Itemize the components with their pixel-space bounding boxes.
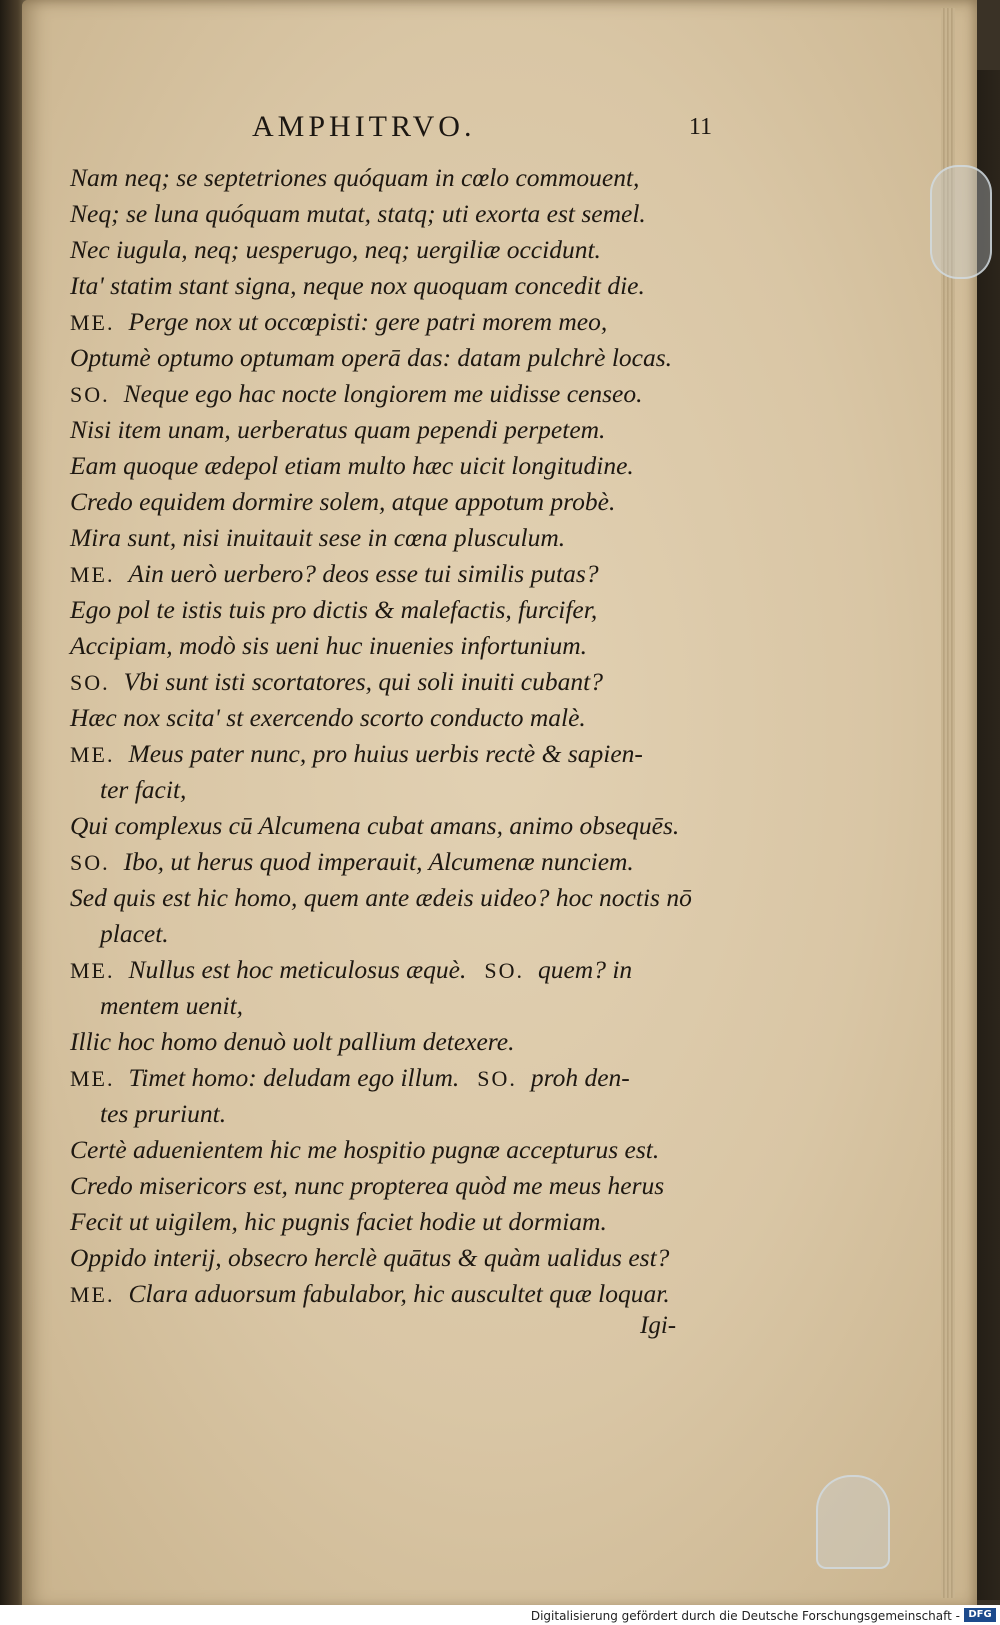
text-line bbox=[70, 988, 710, 1024]
digitization-footer bbox=[0, 1605, 1000, 1625]
speaker-label: SO. bbox=[484, 958, 524, 983]
text-line bbox=[70, 1240, 710, 1276]
text-line bbox=[70, 1096, 710, 1132]
verse-text: Optumè optumo optumam operā das: datam pulchrè locas. bbox=[70, 343, 673, 372]
text-line bbox=[70, 1024, 710, 1060]
speaker-label: ME. bbox=[70, 1282, 115, 1307]
page-number: 11 bbox=[688, 114, 712, 140]
verse-text: Fecit ut uigilem, hic pugnis faciet hodie ut dormiam. bbox=[70, 1207, 607, 1236]
verse-text: mentem uenit, bbox=[100, 991, 244, 1020]
speaker-label: ME. bbox=[70, 562, 115, 587]
text-line bbox=[70, 196, 710, 232]
verse-text: Neq; se luna quóquam mutat, statq; uti exorta est semel. bbox=[70, 199, 646, 228]
verse-text: placet. bbox=[100, 919, 169, 948]
verse-text: Nec iugula, neq; uesperugo, neq; uergiliæ occidunt. bbox=[70, 235, 601, 264]
verse-text: Ibo, ut herus quod imperauit, Alcumenæ nunciem. bbox=[123, 847, 634, 876]
verse-text: Ain uerò uerbero? deos esse tui similis putas? bbox=[128, 559, 599, 588]
verse-text: Mira sunt, nisi inuitauit sese in cœna plusculum. bbox=[70, 523, 566, 552]
verse-text: Illic hoc homo denuò uolt pallium detexere. bbox=[70, 1027, 515, 1056]
text-line bbox=[70, 484, 710, 520]
speaker-label: SO. bbox=[70, 382, 110, 407]
verse-text: ter facit, bbox=[100, 775, 187, 804]
digitization-credit: Digitalisierung gefördert durch die Deutsche Forschungsgemeinschaft - bbox=[530, 1609, 960, 1623]
verse-text: Credo misericors est, nunc propterea quòd me meus herus bbox=[70, 1171, 665, 1200]
speaker-label: ME. bbox=[70, 958, 115, 983]
verse-text: Neque ego hac nocte longiorem me uidisse censeo. bbox=[123, 379, 643, 408]
verse-text: Eam quoque ædepol etiam multo hæc uicit longitudine. bbox=[70, 451, 634, 480]
text-line bbox=[70, 160, 710, 196]
text-line bbox=[70, 916, 710, 952]
speaker-label: ME. bbox=[70, 310, 115, 335]
verse-text: Clara aduorsum fabulabor, hic auscultet quæ loquar. bbox=[128, 1279, 670, 1308]
text-line bbox=[70, 1204, 710, 1240]
text-line bbox=[70, 700, 710, 736]
speaker-label: ME. bbox=[70, 742, 115, 767]
text-line bbox=[70, 844, 710, 880]
text-line bbox=[70, 1276, 710, 1312]
speaker-label: SO. bbox=[70, 850, 110, 875]
verse-text: tes pruriunt. bbox=[100, 1099, 227, 1128]
verse-text: Accipiam, modò sis ueni huc inuenies infortunium. bbox=[70, 631, 588, 660]
verse-text: Sed quis est hic homo, quem ante ædeis uideo? hoc noctis nō bbox=[70, 883, 692, 912]
text-line bbox=[70, 808, 710, 844]
text-line bbox=[70, 304, 710, 340]
text-line bbox=[70, 952, 710, 988]
text-line bbox=[70, 736, 710, 772]
verse-text: Meus pater nunc, pro huius uerbis rectè & sapien- bbox=[128, 739, 643, 768]
text-line bbox=[70, 448, 710, 484]
verse-text: Nisi item unam, uerberatus quam pependi perpetem. bbox=[70, 415, 606, 444]
verse-text: Perge nox ut occœpisti: gere patri morem meo, bbox=[128, 307, 608, 336]
speaker-label: SO. bbox=[477, 1066, 517, 1091]
verse-text: Ita' statim stant signa, neque nox quoquam concedit die. bbox=[70, 271, 645, 300]
book-page bbox=[22, 0, 977, 1610]
text-line bbox=[70, 1060, 710, 1096]
verse-text: Vbi sunt isti scortatores, qui soli inuiti cubant? bbox=[123, 667, 603, 696]
dfg-logo: DFG bbox=[964, 1608, 996, 1622]
catchword: Igi- bbox=[640, 1312, 677, 1339]
running-title: AMPHITRVO. bbox=[252, 110, 476, 143]
text-line bbox=[70, 340, 710, 376]
speaker-label: ME. bbox=[70, 1066, 115, 1091]
text-line bbox=[70, 664, 710, 700]
text-line bbox=[70, 232, 710, 268]
verse-text: Credo equidem dormire solem, atque appotum probè. bbox=[70, 487, 616, 516]
text-line bbox=[70, 628, 710, 664]
verse-text: Ego pol te istis tuis pro dictis & malefactis, furcifer, bbox=[70, 595, 598, 624]
text-line bbox=[70, 592, 710, 628]
verse-text: quem? in bbox=[537, 955, 633, 984]
text-line bbox=[70, 772, 710, 808]
text-line bbox=[70, 520, 710, 556]
verse-text: Oppido interij, obsecro herclè quātus & quàm ualidus est? bbox=[70, 1243, 670, 1272]
glass-clip-bottom bbox=[816, 1475, 890, 1569]
verse-text: Qui complexus cū Alcumena cubat amans, animo obsequēs. bbox=[70, 811, 680, 840]
glass-clip-top bbox=[930, 165, 992, 279]
speaker-label: SO. bbox=[70, 670, 110, 695]
play-text bbox=[70, 160, 710, 1312]
text-line bbox=[70, 880, 710, 916]
verse-text: Nullus est hoc meticulosus æquè. bbox=[128, 955, 467, 984]
verse-text: proh den- bbox=[530, 1063, 630, 1092]
text-line bbox=[70, 1132, 710, 1168]
verse-text: Certè aduenientem hic me hospitio pugnæ accepturus est. bbox=[70, 1135, 660, 1164]
page-header bbox=[212, 110, 772, 150]
verse-text: Nam neq; se septetriones quóquam in cœlo commouent, bbox=[70, 163, 640, 192]
text-line bbox=[70, 412, 710, 448]
verse-text: Timet homo: deludam ego illum. bbox=[128, 1063, 460, 1092]
text-line bbox=[70, 376, 710, 412]
text-line bbox=[70, 556, 710, 592]
text-line bbox=[70, 1168, 710, 1204]
text-line bbox=[70, 268, 710, 304]
verse-text: Hæc nox scita' st exercendo scorto conducto malè. bbox=[70, 703, 586, 732]
